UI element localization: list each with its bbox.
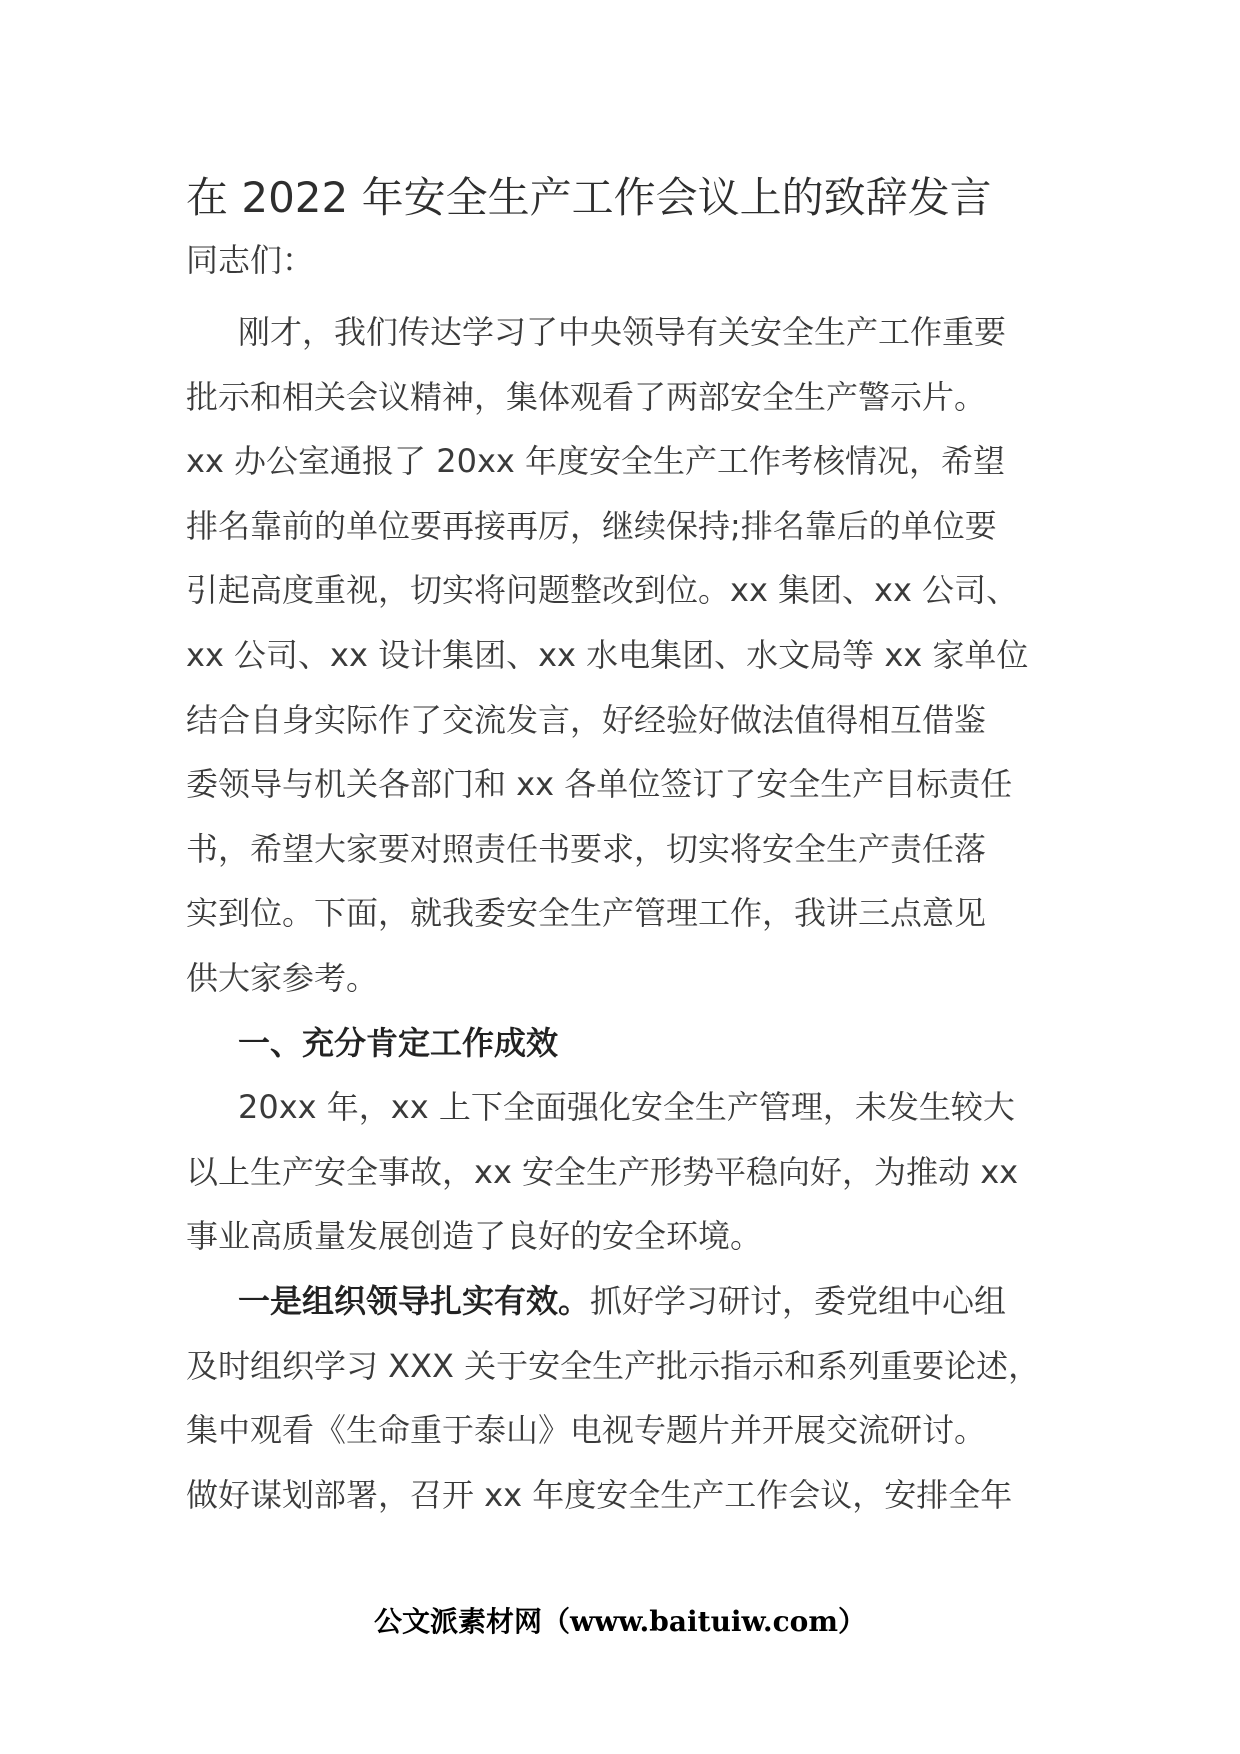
paragraph-line: xx 办公室通报了 20xx 年度安全生产工作考核情况，希望	[186, 442, 1005, 481]
paragraph-line: 刚才，我们传达学习了中央领导有关安全生产工作重要	[238, 313, 1007, 351]
paragraph-line: xx 公司、xx 设计集团、xx 水电集团、水文局等 xx 家单位	[186, 635, 1029, 674]
section-heading: 一、充分肯定工作成效	[238, 1023, 559, 1062]
document-title: 在 2022 年安全生产工作会议上的致辞发言	[186, 173, 992, 222]
paragraph-line: 实到位。下面，就我委安全生产管理工作，我讲三点意见	[186, 894, 987, 933]
paragraph-line: 20xx 年，xx 上下全面强化安全生产管理，未发生较大	[238, 1088, 1015, 1127]
paragraph-line: 书，希望大家要对照责任书要求，切实将安全生产责任落	[186, 829, 987, 868]
document-body	[186, 300, 1086, 1527]
paragraph-line: 集中观看《生命重于泰山》电视专题片并开展交流研讨。	[186, 1411, 987, 1450]
paragraph-line: 供大家参考。	[186, 958, 379, 997]
footer-watermark: 公文派素材网（www.baituiw.com）	[374, 1605, 866, 1638]
point-lead-in: 一是组织领导扎实有效。	[238, 1281, 591, 1320]
paragraph-line: 结合自身实际作了交流发言，好经验好做法值得相互借鉴	[186, 700, 987, 739]
paragraph-line: 以上生产安全事故，xx 安全生产形势平稳向好，为推动 xx	[186, 1152, 1019, 1191]
paragraph-line: 事业高质量发展创造了良好的安全环境。	[186, 1217, 763, 1256]
paragraph-line: 批示和相关会议精神，集体观看了两部安全生产警示片。	[186, 377, 987, 416]
paragraph-line: 排名靠前的单位要再接再厉，继续保持;排名靠后的单位要	[186, 506, 997, 545]
paragraph-line	[186, 1269, 1086, 1334]
salutation: 同志们：	[186, 241, 315, 279]
paragraph-line: 做好谋划部署，召开 xx 年度安全生产工作会议，安排全年	[186, 1475, 1013, 1514]
paragraph-line: 引起高度重视，切实将问题整改到位。xx 集团、xx 公司、	[186, 571, 1019, 610]
paragraph-line: 委领导与机关各部门和 xx 各单位签订了安全生产目标责任	[186, 765, 1013, 804]
point-text: 抓好学习研讨，委党组中心组	[590, 1281, 1007, 1320]
paragraph-line: 及时组织学习 XXX 关于安全生产批示指示和系列重要论述，	[186, 1346, 1041, 1385]
